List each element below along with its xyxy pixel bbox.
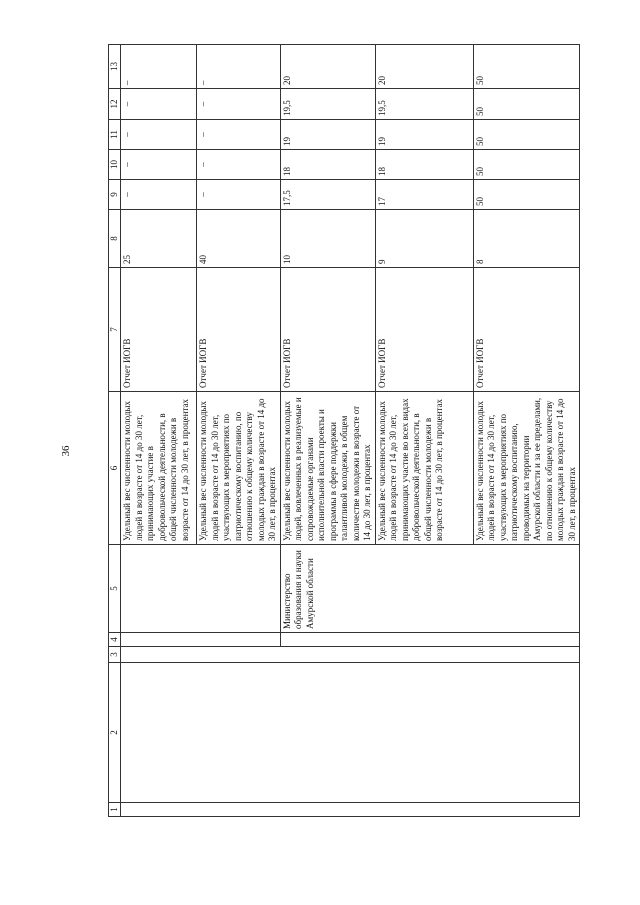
value-cell: 18 bbox=[375, 150, 473, 180]
header-col-4: 4 bbox=[109, 633, 121, 647]
page-number: 36 bbox=[60, 445, 72, 457]
cell-responsible bbox=[121, 545, 281, 633]
header-col-6: 6 bbox=[109, 392, 121, 545]
value-cell: 8 bbox=[473, 210, 580, 268]
source-cell: Отчет ИОГВ bbox=[197, 268, 281, 392]
header-col-2: 2 bbox=[109, 663, 121, 803]
value-cell: 10 bbox=[280, 210, 375, 268]
cell-col3 bbox=[121, 647, 580, 663]
header-col-1: 1 bbox=[109, 803, 121, 817]
value-cell: 17 bbox=[375, 180, 473, 210]
value-cell: 20 bbox=[280, 45, 375, 89]
indicator-cell: Удельный вес численности молодых людей в возрасте от 14 до 30 лет, принимающих участие в добровольческой деятельности, в общей численности молодежи в возрасте от 14 до 30 лет, в процентах bbox=[121, 392, 197, 545]
value-cell: 25 bbox=[121, 210, 197, 268]
indicator-cell: Удельный вес численности молодых людей в возрасте от 14 до 30 лет, участвующих в мероприятиях по патриотическому воспитанию, проводимых на территории Амурской области и за ее пределами, по отношению к общему количеству молодых граждан в возрасте от 14 до 30 лет, в процентах bbox=[473, 392, 580, 545]
header-col-9: 9 bbox=[109, 180, 121, 210]
value-cell: 18 bbox=[280, 150, 375, 180]
table-row bbox=[121, 45, 197, 817]
value-cell: 19 bbox=[280, 120, 375, 150]
value-cell: 19 bbox=[375, 120, 473, 150]
value-cell: 50 bbox=[473, 45, 580, 89]
value-cell: – bbox=[197, 120, 281, 150]
value-cell: 50 bbox=[473, 89, 580, 120]
indicator-cell: Удельный вес численности молодых людей, вовлеченных в реализуемые и сопровождаемые органами исполнительной власти проекты и программы в сфере поддержки талантливой молодежи, в общем количестве молодежи в возрасте от 14 до 30 лет, в процентах bbox=[280, 392, 375, 545]
value-cell: – bbox=[197, 89, 281, 120]
value-cell: 50 bbox=[473, 180, 580, 210]
value-cell: – bbox=[197, 45, 281, 89]
cell-col2 bbox=[121, 663, 580, 803]
source-cell: Отчет ИОГВ bbox=[473, 268, 580, 392]
value-cell: – bbox=[121, 120, 197, 150]
header-col-13: 13 bbox=[109, 45, 121, 89]
value-cell: – bbox=[121, 89, 197, 120]
source-cell: Отчет ИОГВ bbox=[375, 268, 473, 392]
value-cell: 20 bbox=[375, 45, 473, 89]
header-col-3: 3 bbox=[109, 647, 121, 663]
header-col-11: 11 bbox=[109, 120, 121, 150]
source-cell: Отчет ИОГВ bbox=[280, 268, 375, 392]
header-col-5: 5 bbox=[109, 545, 121, 633]
source-cell: Отчет ИОГВ bbox=[121, 268, 197, 392]
value-cell: 50 bbox=[473, 150, 580, 180]
header-row bbox=[109, 45, 121, 817]
value-cell: – bbox=[121, 45, 197, 89]
value-cell: – bbox=[197, 180, 281, 210]
rotated-table-page bbox=[108, 45, 577, 817]
value-cell: 40 bbox=[197, 210, 281, 268]
responsible-cell: Министерство образования и науки Амурской области bbox=[280, 545, 580, 633]
value-cell: – bbox=[197, 150, 281, 180]
indicators-table bbox=[108, 44, 580, 817]
value-cell: 50 bbox=[473, 120, 580, 150]
value-cell: 19,5 bbox=[375, 89, 473, 120]
value-cell: 9 bbox=[375, 210, 473, 268]
cell-col4 bbox=[280, 633, 580, 647]
header-col-8: 8 bbox=[109, 210, 121, 268]
value-cell: – bbox=[121, 150, 197, 180]
value-cell: – bbox=[121, 180, 197, 210]
header-col-10: 10 bbox=[109, 150, 121, 180]
indicator-cell: Удельный вес численности молодых людей в возрасте от 14 до 30 лет, участвующих в мероприятиях по патриотическому воспитанию, по отношению к общему количеству молодых граждан в возрасте от 14 до 30 лет, в процентах bbox=[197, 392, 281, 545]
cell-col1 bbox=[121, 803, 580, 817]
cell-col4 bbox=[121, 633, 281, 647]
header-col-7: 7 bbox=[109, 268, 121, 392]
value-cell: 17,5 bbox=[280, 180, 375, 210]
value-cell: 19,5 bbox=[280, 89, 375, 120]
header-col-12: 12 bbox=[109, 89, 121, 120]
indicator-cell: Удельный вес численности молодых людей в возрасте от 14 до 30 лет, принимающих участие во всех видах добровольческой деятельности, в общей численности молодежи в возрасте от 14 до 30 лет, в процентах bbox=[375, 392, 473, 545]
